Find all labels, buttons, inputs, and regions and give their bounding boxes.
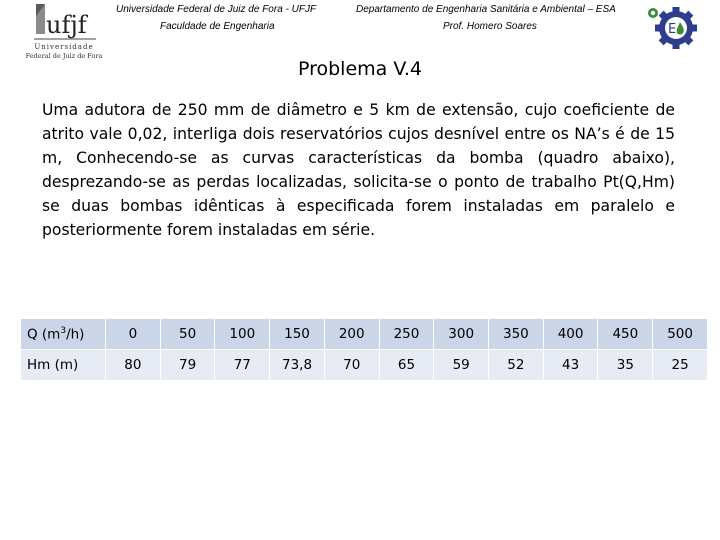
table-cell: 50 [160,319,215,350]
table-row-head [21,350,708,381]
esa-gear-logo [646,6,698,50]
table-cell: 25 [653,350,708,381]
ufjf-logo-mark: ufjf [46,11,87,39]
problem-statement: Uma adutora de 250 mm de diâmetro e 5 km de extensão, cujo coeficiente de atrito vale 0,02, interliga dois reservatórios cujos desnível entre os NA’s é de 15 m, Conhecendo-se as curvas características da bomba (quadro abaixo), desprezando-se as perdas localizadas, solicita-se o ponto de trabalho Pt(Q,Hm) se duas bombas idênticas à especificada forem instaladas em paralelo e posteriormente forem instaladas em série. [42,101,675,239]
table-cell: 300 [434,319,489,350]
table-cell: 100 [215,319,270,350]
table-cell: 65 [379,350,434,381]
ufjf-logo [6,2,122,62]
esa-logo-letter: E [668,22,677,37]
table-cell: 70 [324,350,379,381]
table-cell: 150 [270,319,325,350]
pump-curve-table [20,318,708,381]
table-cell: 350 [489,319,544,350]
ufjf-logo-line2: Federal de Juiz de Fora [25,52,103,60]
table-cell: 200 [324,319,379,350]
head-header: Hm (m) [21,350,106,381]
table-cell: 80 [106,350,161,381]
table-cell: 77 [215,350,270,381]
table-cell: 52 [489,350,544,381]
table-cell: 500 [653,319,708,350]
table-row-flow [21,319,708,350]
header-department: Departamento de Engenharia Sanitária e Ambiental – ESA [356,4,616,15]
table-cell: 43 [543,350,598,381]
table-cell: 250 [379,319,434,350]
table-cell: 450 [598,319,653,350]
header-university: Universidade Federal de Juiz de Fora - UFJF [116,4,317,15]
flow-header: Q $(m^3/h)$ [21,319,106,350]
page-title: Problema V.4 [297,58,423,80]
leaf-icon [648,8,658,18]
table-cell: 35 [598,350,653,381]
table-cell: 79 [160,350,215,381]
table-cell: 400 [543,319,598,350]
ufjf-logo-line1: Universidade [34,43,94,51]
table-cell: 73,8 [270,350,325,381]
table-cell: 0 [106,319,161,350]
header-professor: Prof. Homero Soares [443,21,537,32]
header-faculty: Faculdade de Engenharia [160,21,275,32]
table-cell: 59 [434,350,489,381]
